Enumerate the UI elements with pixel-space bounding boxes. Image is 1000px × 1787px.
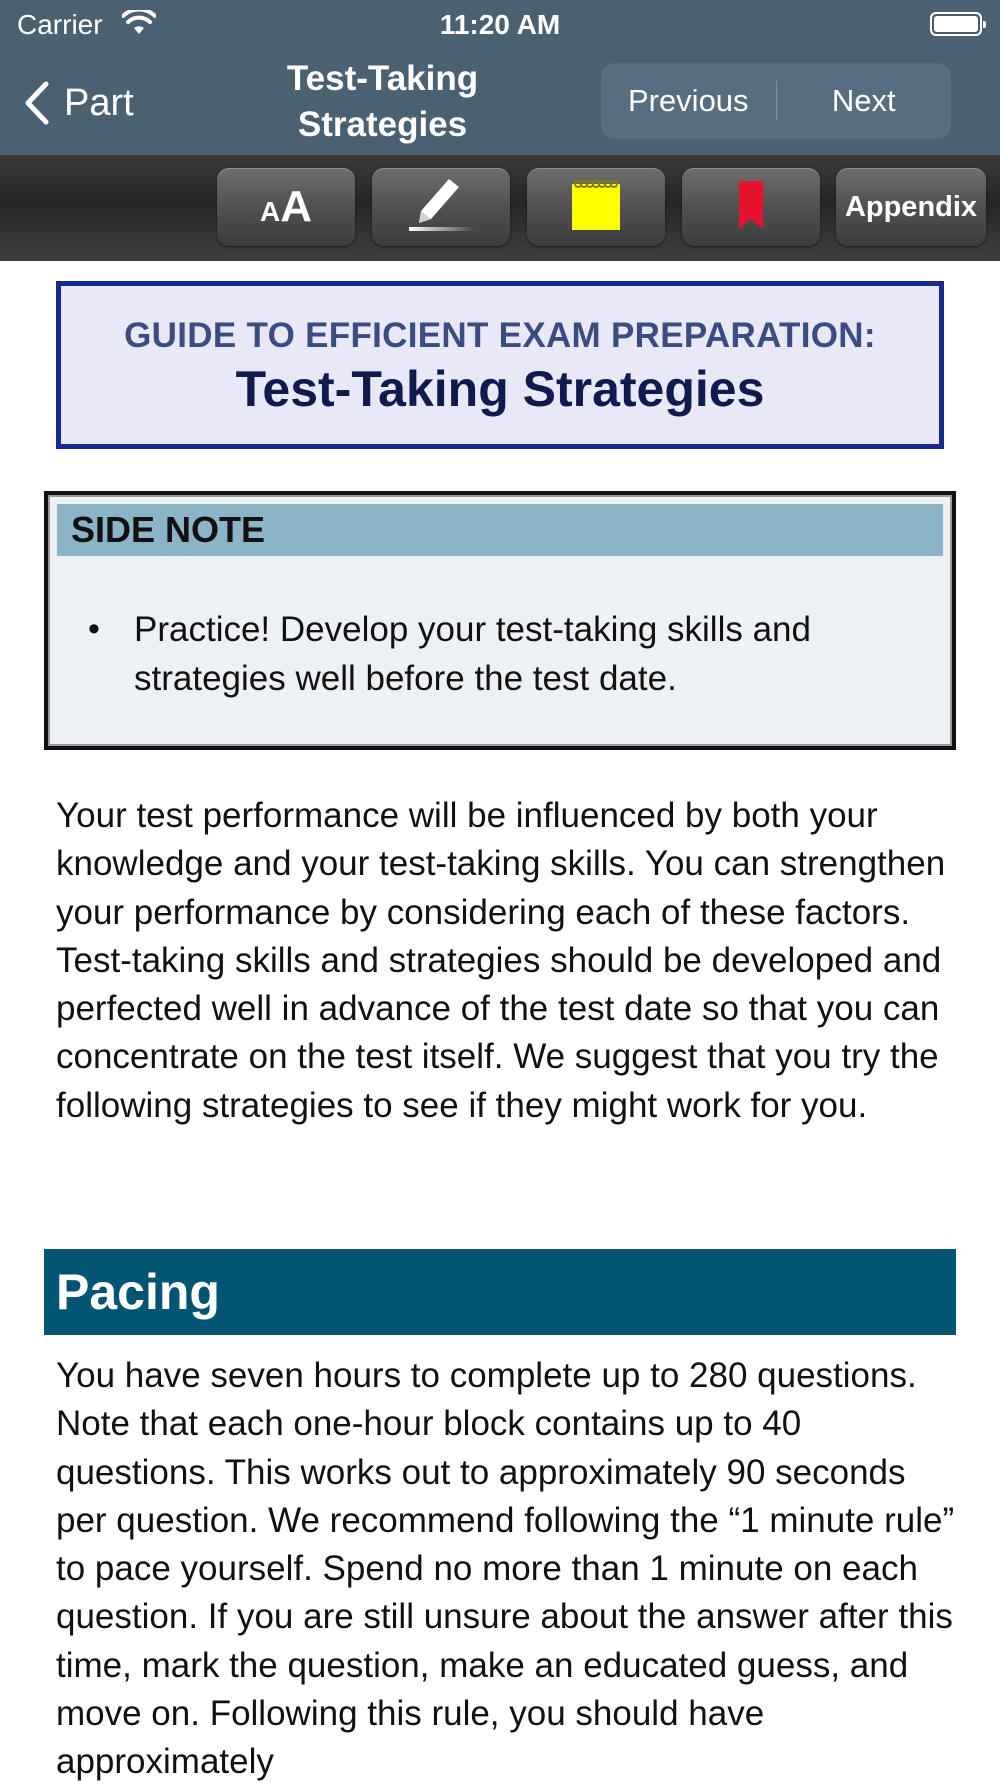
intro-paragraph: Your test performance will be influenced by both your knowledge and your test-taking skills. You can strengthen your performance by considering each of these factors. Test-taking skills and strategies should be developed and perfected well in advance of the test date so that you can concentrate on the test itself. We suggest that you try the following strategies to see if they might work for you.	[56, 796, 946, 1125]
guide-banner	[56, 281, 944, 449]
back-button[interactable]	[24, 74, 134, 132]
navigation-header	[0, 0, 1000, 155]
guide-title: Test-Taking Strategies	[235, 361, 765, 417]
status-bar	[0, 0, 1000, 50]
side-note-box	[44, 491, 956, 750]
page-title: Test-Taking Strategies	[286, 59, 479, 144]
section-heading-pacing: Pacing	[44, 1249, 956, 1335]
font-size-icon: AA	[259, 182, 312, 231]
next-button[interactable]: Next	[831, 83, 896, 118]
bookmark-button[interactable]	[682, 168, 820, 246]
chevron-left-icon	[24, 81, 50, 125]
appendix-button[interactable]: Appendix	[836, 168, 986, 246]
battery-icon	[930, 12, 982, 36]
side-note-heading: SIDE NOTE	[57, 504, 943, 556]
side-note-list	[88, 605, 912, 703]
pacing-paragraph: You have seven hours to complete up to 280 questions. Note that each one-hour block contains up to 40 questions. This works out to approximately 90 seconds per question. We recommend following the “1 minute rule” to pace yourself. Spend no more than 1 minute on each question. If you are still unsure about the answer after this time, mark the question, make an educated guess, and move on. Following this rule, you should have approximately	[56, 1356, 955, 1782]
back-label: Part	[64, 81, 134, 124]
side-note-item: • Practice! Develop your test-taking skills and strategies well before the test date.	[88, 605, 912, 703]
highlighter-icon	[401, 175, 481, 240]
status-time: 11:20 AM	[439, 9, 561, 40]
font-size-button[interactable]	[217, 168, 355, 246]
sticky-note-icon	[570, 178, 622, 237]
previous-button[interactable]: Previous	[627, 83, 749, 118]
guide-kicker: GUIDE TO EFFICIENT EXAM PREPARATION:	[124, 316, 876, 355]
bookmark-icon	[737, 179, 765, 236]
reader-toolbar	[0, 155, 1000, 261]
highlighter-button[interactable]	[372, 168, 510, 246]
prev-next-control	[601, 63, 951, 139]
carrier-label: Carrier	[17, 9, 103, 40]
sticky-note-button[interactable]	[527, 168, 665, 246]
